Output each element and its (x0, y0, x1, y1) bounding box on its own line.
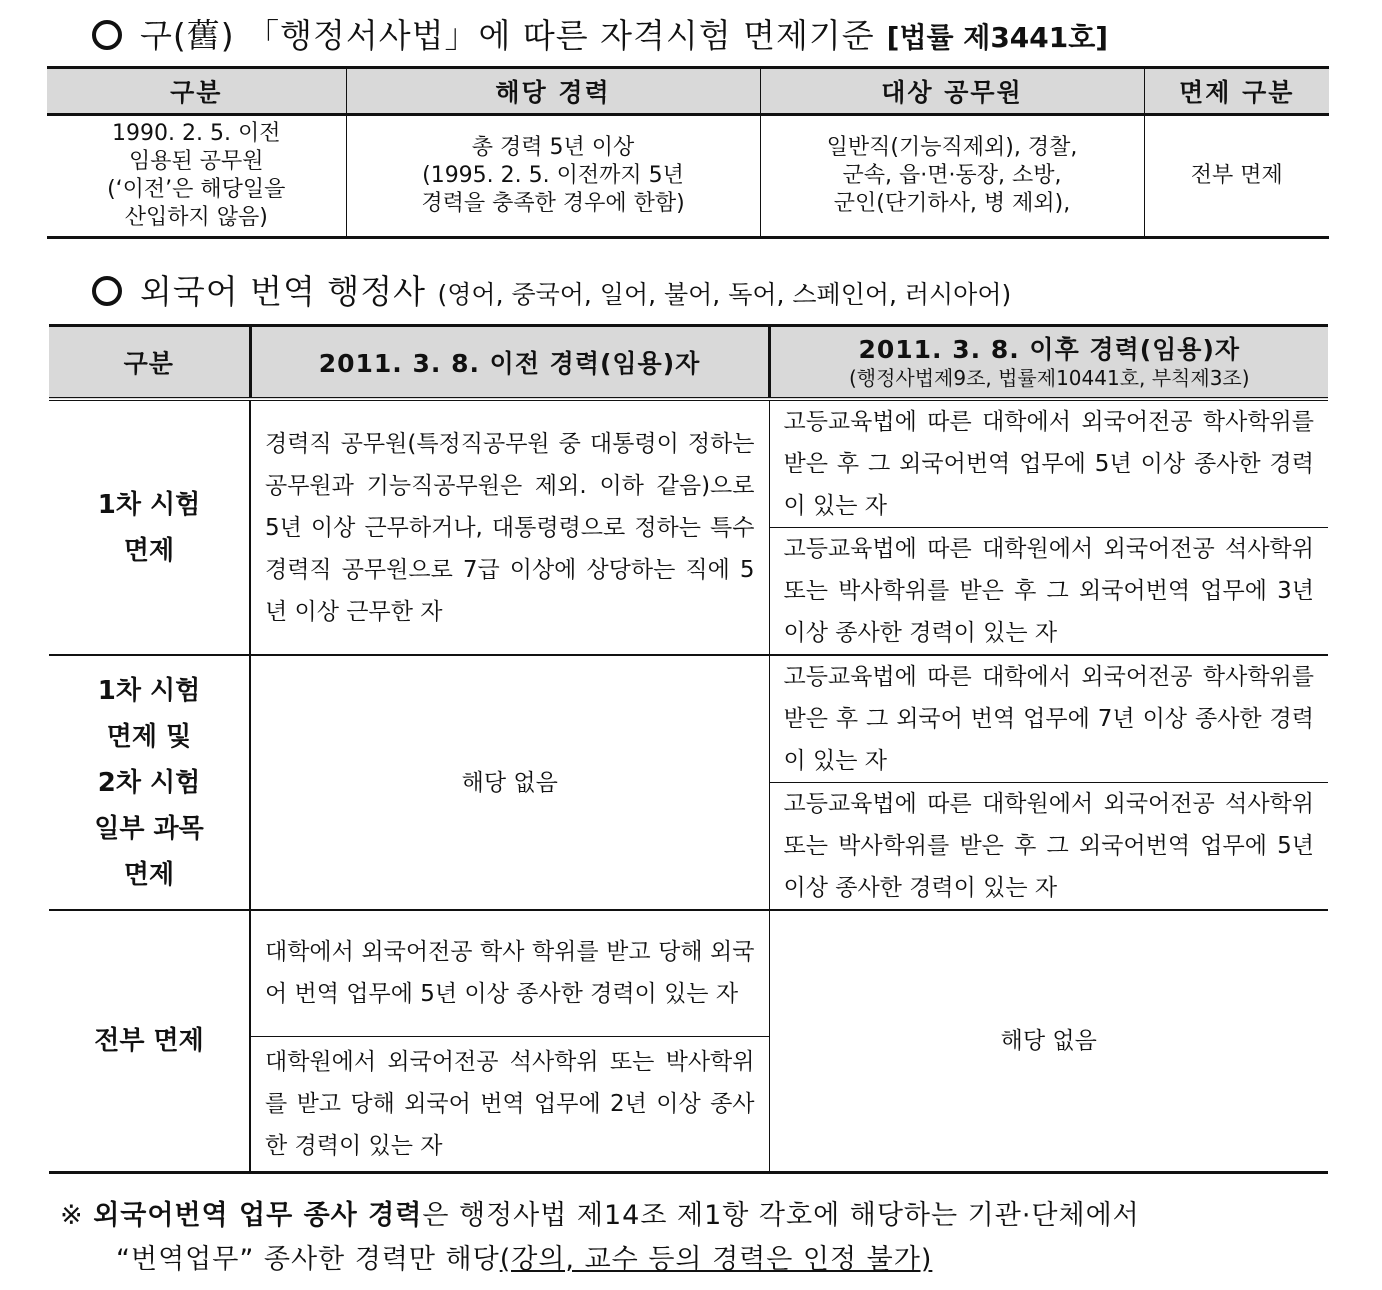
footnote-line2 (60, 1238, 1140, 1282)
footnote-text: “번역업무” 종사한 경력만 해당 (116, 1244, 500, 1275)
circle-bullet-icon (92, 276, 122, 306)
text-line: 전부 면제 (94, 1025, 204, 1056)
category-cell (47, 115, 346, 238)
before-cell: 대학에서 외국어전공 학사 학위를 받고 당해 외국어 번역 업무에 5년 이상 종사한 경력이 있는 자 (250, 910, 769, 1036)
before-cell: 경력직 공무원(특정직공무원 중 대통령이 정하는 공무원과 기능직공무원은 제외. 이하 같음)으로 5년 이상 근무하거나, 대통령령으로 정하는 특수경력직 공무원으로 7급 이상에 상당하는 직에 5년 이상 근무한 자 (250, 399, 769, 655)
header-cell: 면제 구분 (1144, 68, 1329, 115)
text-line: 군속, 읍·면·동장, 소방, (842, 163, 1062, 188)
text-line: 일반직(기능직제외), 경찰, (826, 135, 1078, 160)
before-cell: 해당 없음 (250, 655, 769, 910)
before-cell: 대학원에서 외국어전공 석사학위 또는 박사학위를 받고 당해 외국어 번역 업무에 2년 이상 종사한 경력이 있는 자 (250, 1036, 769, 1172)
text-line: 경력을 충족한 경우에 한함) (421, 191, 685, 216)
text-line: 군인(단기하사, 병 제외), (833, 191, 1071, 216)
text-line: 면제 (123, 535, 175, 566)
target-cell (760, 115, 1144, 238)
header-subtext: (행정사법제9조, 법률제10441호, 부칙제3조) (848, 366, 1250, 390)
header-cell: 구분 (49, 326, 250, 400)
after-cell: 해당 없음 (769, 910, 1328, 1172)
section2-title (92, 266, 1011, 313)
text-line: (1995. 2. 5. 이전까지 5년 (422, 163, 684, 188)
header-text: 2011. 3. 8. 이후 경력(임용)자 (858, 335, 1241, 364)
footnote-emphasis: 외국어번역 업무 종사 경력 (93, 1200, 423, 1231)
header-cell (769, 326, 1328, 400)
text-line: 2차 시험 (97, 767, 201, 798)
section2-languages: (영어, 중국어, 일어, 불어, 독어, 스페인어, 러시아어) (437, 280, 1012, 309)
footnote (60, 1194, 1140, 1282)
reference-mark: ※ (60, 1200, 84, 1231)
section1-title-text: 구(舊) 「행정서사법」에 따른 자격시험 면제기준 (140, 16, 875, 55)
text-line: (‘이전’은 해당일을 (107, 177, 286, 202)
after-cell: 고등교육법에 따른 대학원에서 외국어전공 석사학위 또는 박사학위를 받은 후 그 외국어번역 업무에 5년 이상 종사한 경력이 있는 자 (769, 783, 1328, 911)
table-row (49, 399, 1328, 528)
text-line: 임용된 공무원 (128, 149, 264, 174)
text-line: 1990. 2. 5. 이전 (112, 121, 281, 146)
table-header-row (47, 68, 1329, 115)
section1-law: [법률 제3441호] (886, 21, 1109, 54)
text-line: 면제 (123, 859, 175, 890)
header-cell: 해당 경력 (346, 68, 760, 115)
table-row (49, 910, 1328, 1036)
section1-title (92, 10, 1108, 57)
footnote-text: 은 행정사법 제14조 제1항 각호에 해당하는 기관·단체에서 (422, 1200, 1140, 1231)
exemption-cell: 전부 면제 (1144, 115, 1329, 238)
text-line: 산입하지 않음) (124, 205, 268, 230)
text-line: 1차 시험 (97, 489, 201, 520)
text-line: 1차 시험 (97, 675, 201, 706)
after-cell: 고등교육법에 따른 대학에서 외국어전공 학사학위를 받은 후 그 외국어 번역 업무에 7년 이상 종사한 경력이 있는 자 (769, 655, 1328, 783)
section2-title-text: 외국어 번역 행정사 (140, 272, 427, 311)
row-category-cell (49, 399, 250, 655)
table-row (47, 115, 1329, 238)
circle-bullet-icon (92, 20, 122, 50)
header-cell: 대상 공무원 (760, 68, 1144, 115)
header-cell: 구분 (47, 68, 346, 115)
table-header-row (49, 326, 1328, 400)
header-cell: 2011. 3. 8. 이전 경력(임용)자 (250, 326, 769, 400)
text-line: 면제 및 (106, 721, 192, 752)
after-cell: 고등교육법에 따른 대학에서 외국어전공 학사학위를 받은 후 그 외국어번역 업무에 5년 이상 종사한 경력이 있는 자 (769, 399, 1328, 528)
text-line: 일부 과목 (94, 813, 204, 844)
table-old-law (47, 66, 1329, 239)
row-category-cell (49, 655, 250, 910)
text-line: 총 경력 5년 이상 (471, 135, 635, 160)
footnote-underlined: (강의, 교수 등의 경력은 인정 불가) (499, 1244, 933, 1275)
table-row (49, 655, 1328, 783)
career-cell (346, 115, 760, 238)
row-category-cell (49, 910, 250, 1172)
after-cell: 고등교육법에 따른 대학원에서 외국어전공 석사학위 또는 박사학위를 받은 후 그 외국어번역 업무에 3년 이상 종사한 경력이 있는 자 (769, 528, 1328, 656)
table-translation (49, 324, 1328, 1174)
